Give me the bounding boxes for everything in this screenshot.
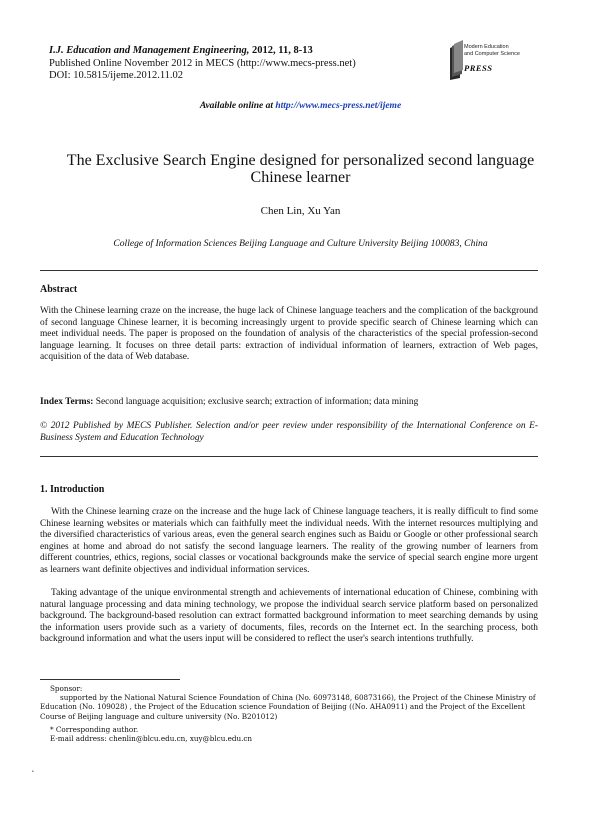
journal-link[interactable]: http://www.mecs-press.net/ijeme [275,101,402,111]
available-online [0,101,601,111]
paper-title: The Exclusive Search Engine designed for personalized second language Chinese learner [66,152,535,186]
journal-citation [49,45,356,58]
sponsor-label: Sponsor: [50,684,83,693]
doi: DOI: 10.5815/ijeme.2012.11.02 [49,70,184,81]
section-heading-introduction: 1. Introduction [40,484,105,495]
mecs-press-logo [448,38,558,84]
abstract-heading: Abstract [40,284,78,295]
index-terms-label: Index Terms: [40,397,94,407]
published-online: Published Online November 2012 in MECS (http://www.mecs-press.net) [49,57,356,69]
journal-name: I.J. Education and Management Engineering, [49,45,250,56]
affiliation: College of Information Sciences Beijing Language and Culture University Beijing 100083, China [113,238,488,249]
intro-paragraph-1: With the Chinese learning craze on the increase and the huge lack of Chinese language teachers, it is really difficult to find some Chinese learning websites or materials which can faithfully meet the individual needs. With the internet resources multiplying and the diversified characteristics of various areas, even the general search engines such as Baidu or Google or other professional search engines at home and abroad do not satisfy the second language learners. The reality of the growing number of learners from different countries, ethics, regions, social classes or vocational backgrounds make the service of special search engine more urgent as learners want definite objectives and individual information services. [40,507,538,575]
index-terms-list: Second language acquisition; exclusive search; extraction of information; data mining [93,397,419,407]
available-prefix: Available online at [199,101,276,111]
email-address: E-mail address: chenlin@blcu.edu.cn, xuy@blcu.edu.cn [50,734,253,744]
logo-line-2: and Computer Science [464,50,520,57]
journal-header [49,45,356,83]
page-mark: • [32,770,34,775]
corresponding-author: * Corresponding author. [50,724,139,734]
sponsor-text-body: supported by the National Natural Science Foundation of China (No. 60973148, 60873166), the Project of the Chinese Ministry of Education (No. 109028) , the Project of the Education science Foundation of Beijing ((No. AHA0911) and the Project of the Excellent Course of Beijing language and culture university (No. B201012) [40,693,536,721]
journal-volume: 2012, 11, 8-13 [249,45,313,56]
abstract-text: With the Chinese learning craze on the increase, the huge lack of Chinese language teachers and the complication of the background of second language Chinese learner, it is becoming increasingly urgent to provide specific search of Chinese learning which can meet individual needs. The paper is proposed on the foundation of analysis of the characteristics of the special profession-second language learning. It focuses on three detail parts: extraction of individual information of learners, extraction of Web pages, acquisition of the data of Web database. [40,306,538,362]
divider-bottom [40,456,538,457]
footnote-divider [40,679,180,680]
copyright-notice: © 2012 Published by MECS Publisher. Selection and/or peer review under responsibility of the International Conference on E-Business System and Education Technology [40,421,538,443]
book-stack-icon [448,40,464,80]
logo-text [464,44,520,57]
index-terms [40,397,538,409]
intro-paragraph-2: Taking advantage of the unique environmental strength and achievements of international education of Chinese, combining with natural language processing and data mining technology, we propose the individual search service platform based on personalized background. The background-based resolution can extract formatted background information to meet searching demands by using the information users provide such as a variety of documents, files, records on the Internet ect. In the searching process, both background information and what the users input will be considered to reflect the user's search intentions truthfully. [40,588,538,644]
divider-top [40,270,538,271]
footnotes [40,684,538,743]
sponsor-text [40,693,538,721]
logo-line-1: Modern Education [464,44,509,50]
authors: Chen Lin, Xu Yan [260,205,341,217]
logo-press: PRESS [464,63,493,73]
